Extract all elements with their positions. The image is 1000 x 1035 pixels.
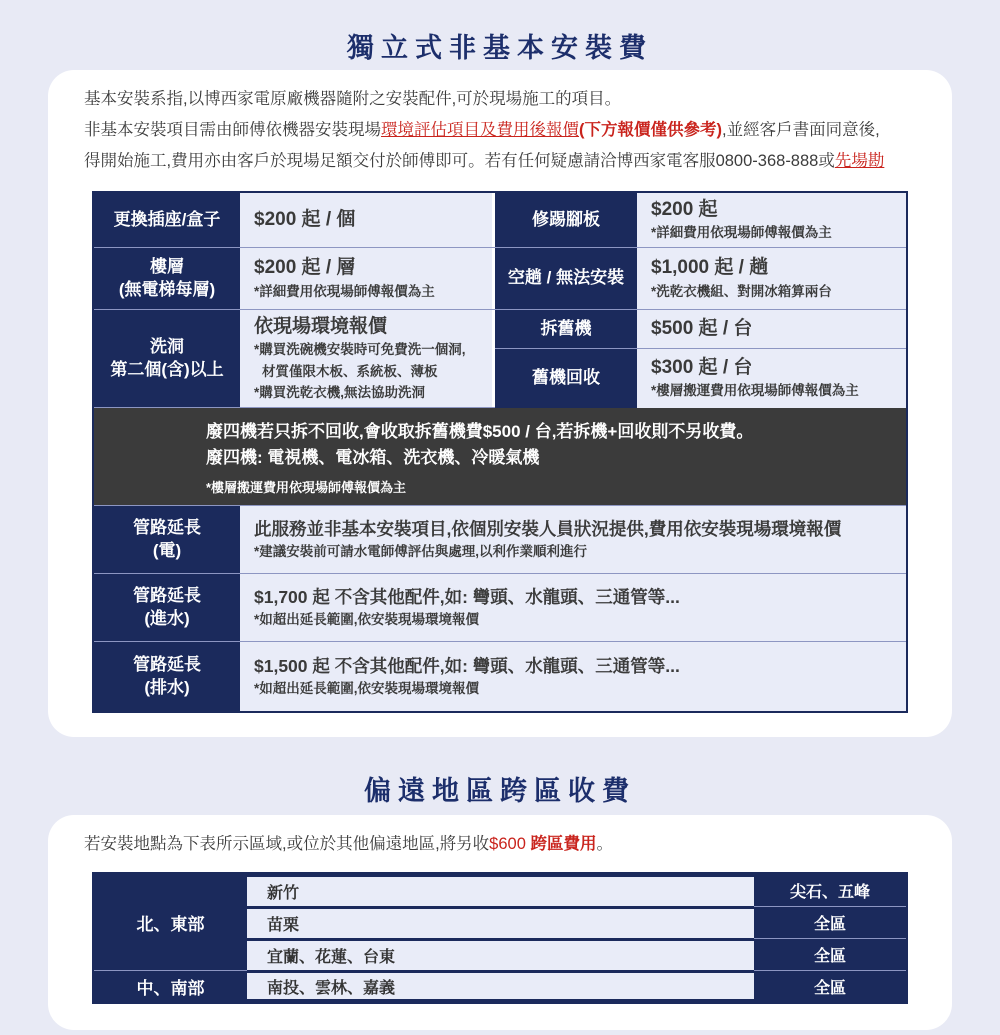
cell-empty-trip-price [637,248,906,309]
remote-area-card [48,815,952,1030]
remote-intro-paragraph [84,829,916,860]
area-cell: 全區 [754,970,906,1002]
note: *建議安裝前可請水電師傅評估與處理,以利作業順利進行 [254,544,588,560]
installation-fee-card [48,70,952,737]
intro-line3-text: 得開始施工,費用亦由客戶於現場足額交付於師傅即可。若有任何疑慮請洽博西家電客服0800-368-888或 [84,152,835,170]
price: $300 起 / 台 [651,356,753,378]
cell-hole-drilling [240,310,492,407]
note: *如超出延長範圍,依安裝現場環境報價 [254,681,480,697]
note: *購買洗乾衣機,無法協助洗洞 [254,384,426,400]
table-subrow [495,348,906,408]
remote-intro-text: 若安裝地點為下表所示區域,或位於其他偏遠地區,將另收 [84,835,490,853]
table-row [94,193,906,247]
label-line: (無電梯每層) [118,279,216,299]
price: $200 起 / 個 [254,209,356,231]
table-row [94,573,906,641]
region-central-south: 中、南部 [94,970,247,1002]
remote-area-table [92,872,908,1004]
note: *詳細費用依現場師傅報價為主 [651,225,832,241]
table-row [94,505,906,573]
price: $500 起 / 台 [651,318,753,339]
intro-line2 [84,115,916,146]
note: 材質僅限木板、系統板、薄板 [262,363,438,379]
label-line: (進水) [144,608,190,628]
note: *樓層搬運費用依現場師傅報價為主 [651,383,859,399]
evaluation-quote-link[interactable]: 環境評估項目及費用後報價 [381,121,579,139]
table-row [94,309,906,407]
note: *購買洗碗機安裝時可免費洗一個洞, [254,342,466,358]
remote-intro-tail: 。 [596,835,613,853]
note: *如超出延長範圍,依安裝現場環境報價 [254,612,480,628]
label-line: 管路延長 [133,518,201,538]
area-cell: 尖石、五峰 [754,874,906,906]
label-line: 樓層 [150,257,184,277]
price: $1,500 起 不含其他配件,如: 彎頭、水龍頭、三通管等... [254,655,680,676]
area-cell: 全區 [754,938,906,970]
cell-recycle-price [637,349,906,408]
price: 此服務並非基本安裝項目,依個別安裝人員狀況提供,費用依安裝現場環境報價 [254,518,842,539]
band-line: 廢四機: 電視機、電冰箱、洗衣機、冷暖氣機 [206,448,540,467]
price: 依現場環境報價 [254,315,388,337]
intro-line1: 基本安裝系指,以博西家電原廠機器隨附之安裝配件,可於現場施工的項目。 [84,90,622,108]
recycle-notice-band [94,407,906,505]
county-cell: 宜蘭、花蓮、台東 [247,938,754,970]
intro-line3 [84,146,916,177]
table-subrow [495,310,906,348]
note: *洗乾衣機組、對開冰箱算兩台 [651,283,832,299]
price: $1,000 起 / 趟 [651,257,769,279]
price: $200 起 [651,198,718,220]
cell-pipe-inlet [240,574,906,641]
label-baseboard-repair: 修踢腳板 [495,193,637,247]
price: $200 起 / 層 [254,257,356,279]
label-empty-trip: 空趟 / 無法安裝 [495,248,637,309]
price: $1,700 起 不含其他配件,如: 彎頭、水龍頭、三通管等... [254,586,680,607]
label-pipe-extension-electric [94,506,240,573]
label-line: 第二個(含)以上 [110,359,224,379]
cross-region-fee-amount: $600 [489,835,531,853]
label-floor-carry [94,248,240,309]
region-north-east: 北、東部 [94,874,247,970]
label-pipe-extension-drain [94,642,240,711]
table-row [94,247,906,309]
cell-outlet-price [240,193,492,247]
label-hole-drilling [94,310,240,407]
cell-pipe-drain [240,642,906,711]
label-outlet-replacement: 更換插座/盒子 [94,193,240,247]
table-row [94,641,906,711]
label-line: 管路延長 [133,586,201,606]
cell-floor-price [240,248,492,309]
intro-line2-text: 非基本安裝項目需由師傅依機器安裝現場 [84,121,381,139]
quote-reference-note: (下方報價僅供參考) [579,121,722,139]
cell-removal-price [637,310,906,348]
right-subrows [495,310,906,407]
fee-table [92,191,908,713]
cell-pipe-electric [240,506,906,573]
intro-paragraph [84,84,916,177]
band-line: 廢四機若只拆不回收,會收取拆舊機費$500 / 台,若拆機+回收則不另收費。 [206,422,754,441]
label-line: 管路延長 [133,655,201,675]
county-cell: 苗栗 [247,906,754,938]
area-cell: 全區 [754,906,906,938]
section2-title: 偏遠地區跨區收費 [364,776,636,806]
cell-baseboard-price [637,193,906,247]
county-cell: 南投、雲林、嘉義 [247,970,754,1002]
site-survey-link[interactable]: 先場勘 [834,152,885,170]
note: *詳細費用依現場師傅報價為主 [254,283,435,299]
county-cell: 新竹 [247,874,754,906]
label-old-unit-removal: 拆舊機 [495,310,637,348]
band-note: *樓層搬運費用依現場師傅報價為主 [206,480,407,495]
intro-line2-tail: ,並經客戶書面同意後, [722,121,880,139]
section1-title: 獨立式非基本安裝費 [347,33,653,63]
label-line: 洗洞 [150,337,184,357]
label-pipe-extension-inlet [94,574,240,641]
cross-region-fee-label: 跨區費用 [530,835,597,853]
label-old-unit-recycle: 舊機回收 [495,349,637,408]
label-line: (排水) [144,677,190,697]
label-line: (電) [152,540,182,560]
